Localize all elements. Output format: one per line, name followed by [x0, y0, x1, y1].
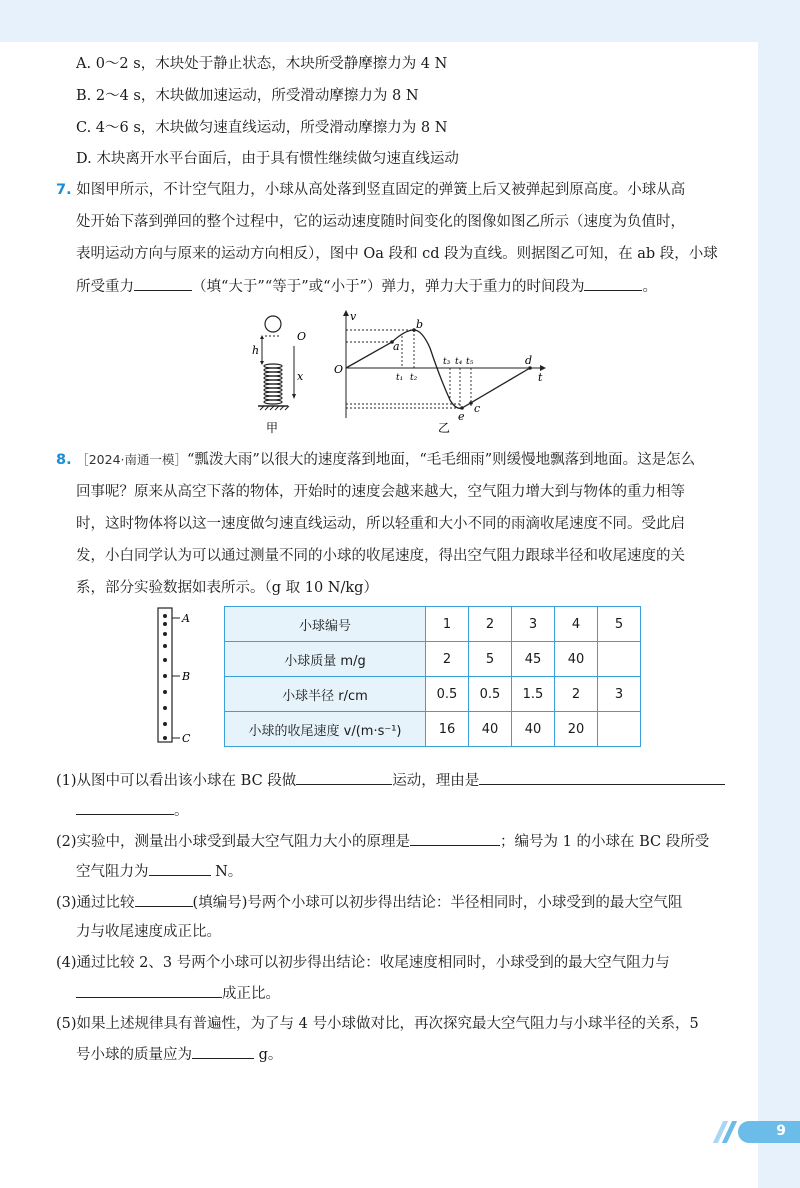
option-b: B. 2～4 s，木块做加速运动，所受滑动摩擦力为 8 N — [76, 88, 419, 104]
answer-blank-reason-cont[interactable] — [76, 800, 174, 815]
table-row-label: 小球半径 r/cm — [225, 677, 426, 712]
label-A: A — [182, 612, 190, 625]
label-O: O — [297, 330, 307, 343]
caption-jia: 甲 — [266, 421, 279, 435]
tick-t5: t₅ — [466, 357, 474, 367]
table-row-label: 小球的收尾速度 v/(m·s⁻¹) — [225, 712, 426, 747]
table-row — [225, 607, 641, 642]
velocity-curve — [346, 330, 533, 408]
table-cell: 40 — [555, 642, 598, 677]
q8-line5: 系，部分实验数据如表所示。（g 取 10 N/kg） — [76, 580, 378, 596]
q8-line2: 回事呢？原来从高空下落的物体，开始时的速度会越来越大，空气阻力增大到与物体的重力相等 — [76, 484, 685, 500]
tick-t2: t₂ — [410, 373, 418, 383]
table-cell: 2 — [555, 677, 598, 712]
top-band — [0, 0, 800, 42]
table-cell: 0.5 — [469, 677, 512, 712]
table-row — [225, 677, 641, 712]
table-row — [225, 712, 641, 747]
table-cell: 1 — [426, 607, 469, 642]
table-cell: 1.5 — [512, 677, 555, 712]
answer-blank-proportional[interactable] — [76, 983, 222, 998]
strobe-photo-figure — [150, 606, 200, 746]
table-cell — [598, 642, 641, 677]
table-cell: 2 — [426, 642, 469, 677]
table-cell: 4 — [555, 607, 598, 642]
origin-label: O — [334, 363, 344, 376]
table-cell: 40 — [469, 712, 512, 747]
q7-line1 — [56, 180, 685, 200]
point-c: c — [474, 402, 481, 415]
table-cell: 40 — [512, 712, 555, 747]
table-row — [225, 642, 641, 677]
q8-line4: 发，小白同学认为可以通过测量不同的小球的收尾速度，得出空气阻力跟球半径和收尾速度的关 — [76, 548, 685, 564]
q8-line1 — [56, 450, 695, 470]
caption-yi: 乙 — [438, 421, 451, 435]
label-C: C — [182, 732, 191, 745]
table-cell: 45 — [512, 642, 555, 677]
axis-label-t: t — [538, 371, 543, 384]
q7-text4a: 所受重力 — [76, 279, 134, 295]
answer-blank-principle[interactable] — [410, 831, 500, 846]
q8-text1: “瓢泼大雨”以很大的速度落到地面，“毛毛细雨”则缓慢地飘落到地面。这是怎么 — [187, 452, 696, 468]
option-c: C. 4～6 s，木块做匀速直线运动，所受滑动摩擦力为 8 N — [76, 120, 448, 136]
q7-number: 7. — [56, 182, 72, 198]
answer-blank-reason[interactable] — [479, 770, 725, 785]
spring-icon — [264, 364, 282, 404]
q8-part2-cont: 空气阻力为 N。 — [76, 861, 242, 882]
page-number: 9 — [776, 1123, 786, 1139]
q8-part1: (1)从图中可以看出该小球在 BC 段做 运动，理由是 — [56, 770, 725, 791]
answer-blank-time[interactable] — [584, 276, 642, 291]
answer-blank-motion[interactable] — [296, 770, 392, 785]
q7-text4b: （填“大于”“等于”或“小于”）弹力，弹力大于重力的时间段为 — [192, 279, 585, 295]
q8-part5-cont: 号小球的质量应为 g。 — [76, 1044, 282, 1065]
dashed-guides — [346, 330, 471, 408]
answer-blank-numbers[interactable] — [135, 892, 193, 907]
table-row-label: 小球质量 m/g — [225, 642, 426, 677]
option-a: A. 0～2 s，木块处于静止状态，木块所受静摩擦力为 4 N — [76, 56, 448, 72]
option-d: D. 木块离开水平台面后，由于具有惯性继续做匀速直线运动 — [76, 151, 459, 167]
q8-part4-cont: 成正比。 — [76, 983, 280, 1004]
table-cell: 5 — [598, 607, 641, 642]
table-cell: 16 — [426, 712, 469, 747]
q8-source: ［2024·南通一模］ — [76, 452, 188, 467]
velocity-time-graph — [330, 308, 560, 438]
tick-t3: t₃ — [443, 357, 451, 367]
table-cell: 5 — [469, 642, 512, 677]
table-cell: 3 — [598, 677, 641, 712]
table-cell: 20 — [555, 712, 598, 747]
experiment-table — [224, 606, 641, 747]
q7-line2: 处开始下落到弹回的整个过程中，它的运动速度随时间变化的图像如图乙所示（速度为负值时， — [76, 214, 685, 230]
q8-part3: (3)通过比较 (填编号)号两个小球可以初步得出结论：半径相同时，小球受到的最大空气阻 — [56, 892, 682, 913]
answer-blank-gravity[interactable] — [134, 276, 192, 291]
page-number-tab — [720, 1121, 800, 1143]
point-e: e — [458, 410, 465, 423]
table-cell: 2 — [469, 607, 512, 642]
point-d: d — [525, 354, 533, 367]
tick-t1: t₁ — [396, 373, 404, 383]
tick-t4: t₄ — [455, 357, 463, 367]
answer-blank-force[interactable] — [149, 861, 211, 876]
table-cell: 3 — [512, 607, 555, 642]
q8-part3-cont: 力与收尾速度成正比。 — [76, 924, 221, 940]
label-x: x — [297, 370, 304, 383]
table-cell — [598, 712, 641, 747]
point-a: a — [393, 340, 400, 353]
q8-part2: (2)实验中，测量出小球受到最大空气阻力大小的原理是 ；编号为 1 的小球在 BC 段所受 — [56, 831, 709, 852]
q8-part1-cont: 。 — [76, 800, 189, 821]
q7-line4: 所受重力 （填“大于”“等于”或“小于”）弹力，弹力大于重力的时间段为 。 — [76, 276, 657, 297]
q8-line3: 时，这时物体将以这一速度做匀速直线运动，所以轻重和大小不同的雨滴收尾速度不同。受此启 — [76, 516, 685, 532]
q8-part5: (5)如果上述规律具有普遍性，为了与 4 号小球做对比，再次探究最大空气阻力与小球半径的关系，5 — [56, 1016, 699, 1032]
point-b: b — [416, 318, 424, 331]
table-cell: 0.5 — [426, 677, 469, 712]
table-row-label: 小球编号 — [225, 607, 426, 642]
ball-icon — [265, 316, 281, 332]
label-h: h — [252, 344, 260, 357]
label-B: B — [182, 670, 191, 683]
answer-blank-mass[interactable] — [192, 1044, 254, 1059]
q7-text1: 如图甲所示，不计空气阻力，小球从高处落到竖直固定的弹簧上后又被弹起到原高度。小球从高 — [76, 182, 686, 198]
q8-number: 8. — [56, 452, 72, 468]
q8-part4: (4)通过比较 2、3 号两个小球可以初步得出结论：收尾速度相同时，小球受到的最大空气阻力与 — [56, 955, 670, 971]
q7-line3: 表明运动方向与原来的运动方向相反），图中 Oa 段和 cd 段为直线。则据图乙可知，在 ab 段，小球 — [76, 246, 718, 262]
axis-label-v: v — [350, 310, 357, 323]
right-band — [758, 0, 800, 1188]
spring-figure — [248, 308, 310, 438]
